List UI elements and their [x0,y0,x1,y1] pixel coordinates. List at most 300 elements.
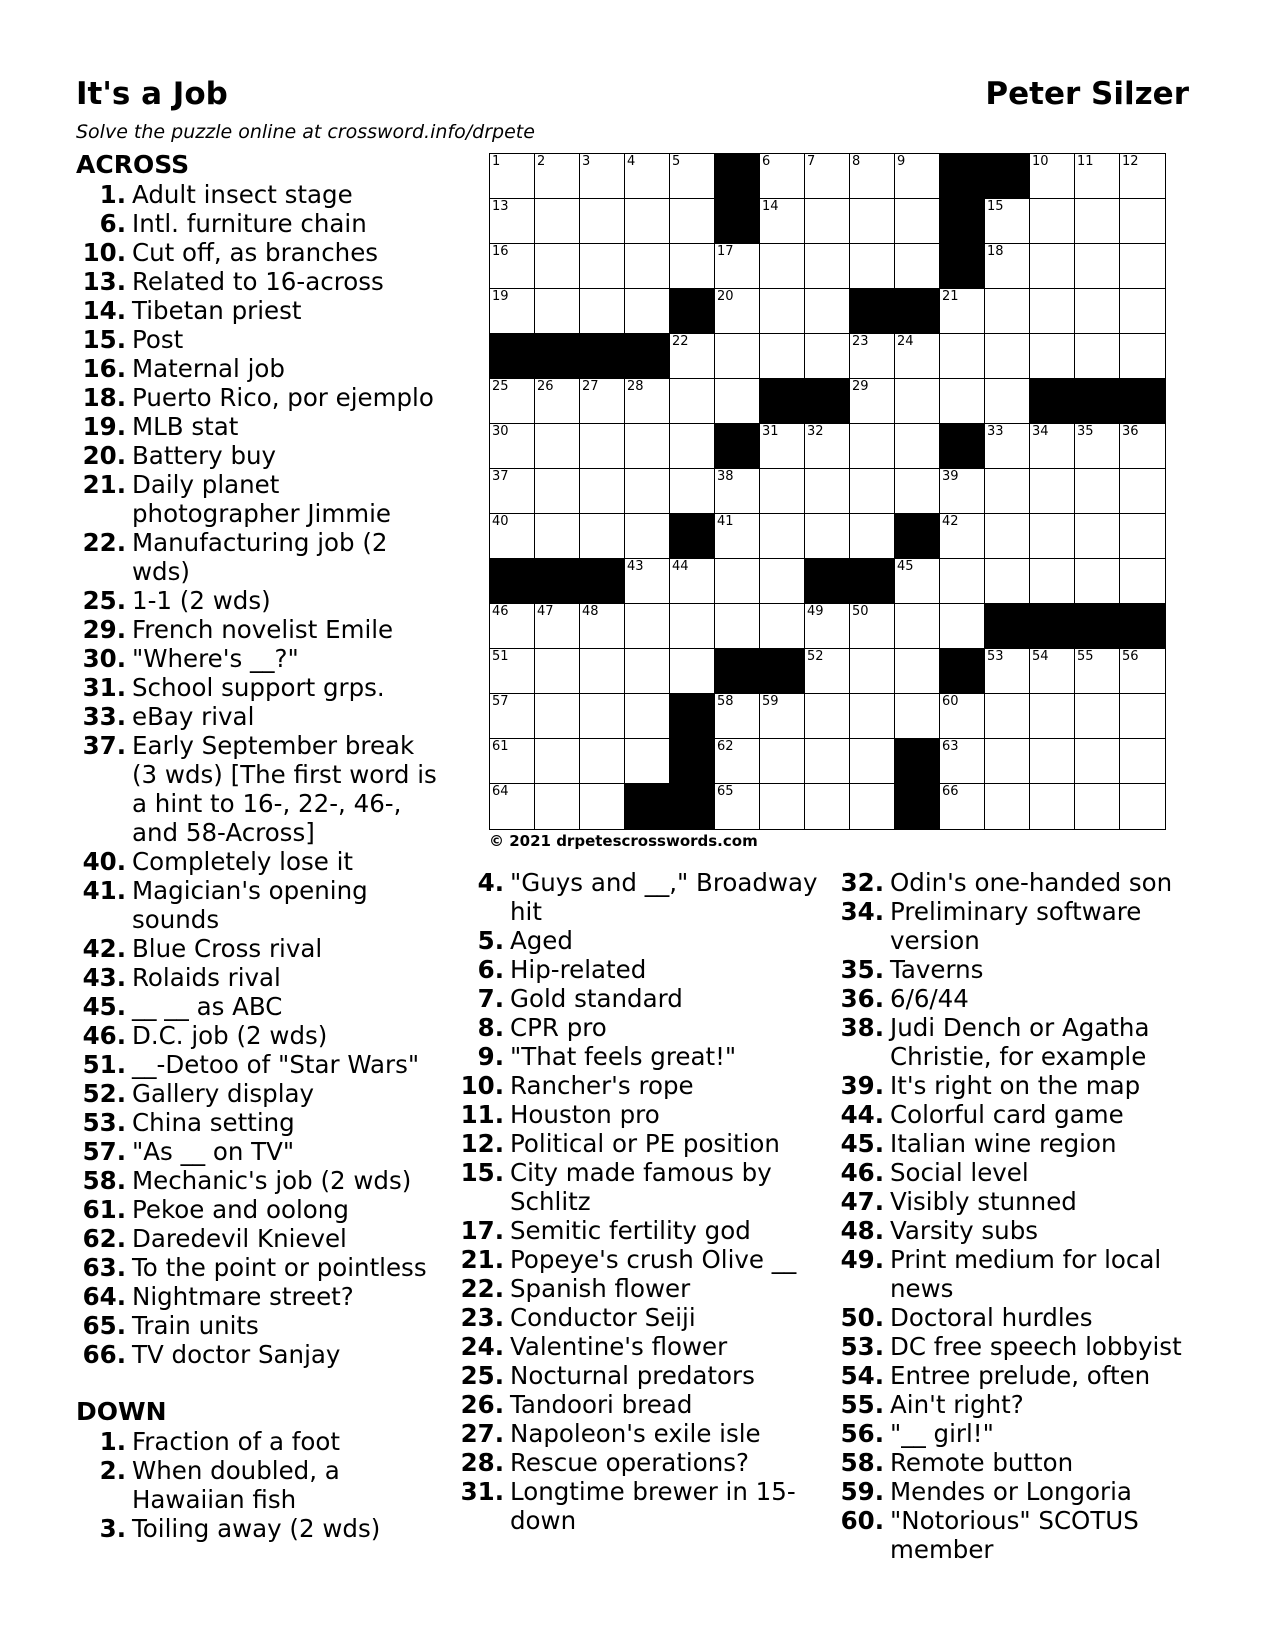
grid-cell[interactable] [625,469,670,514]
down-clue[interactable] [834,897,1194,955]
grid-cell[interactable] [670,604,715,649]
grid-cell[interactable] [580,514,625,559]
across-clue[interactable] [76,586,446,615]
grid-cell[interactable] [940,604,985,649]
grid-cell[interactable] [805,244,850,289]
grid-cell[interactable] [940,694,985,739]
grid-cell[interactable] [625,154,670,199]
cell-number: 20 [717,289,734,304]
grid-cell[interactable] [760,289,805,334]
grid-cell[interactable] [805,154,850,199]
down-clue[interactable] [834,868,1194,897]
grid-cell[interactable] [490,379,535,424]
down-clue[interactable] [834,1100,1194,1129]
grid-cell[interactable] [805,334,850,379]
grid-cell[interactable] [985,199,1030,244]
grid-cell[interactable] [535,424,580,469]
cell-number: 51 [492,649,509,664]
grid-cell[interactable] [715,379,760,424]
grid-cell[interactable] [760,334,805,379]
grid-cell[interactable] [535,649,580,694]
block-cell [895,514,940,559]
grid-cell[interactable] [1075,559,1120,604]
cell-number: 64 [492,784,509,799]
down-clue[interactable] [454,1100,826,1129]
grid-cell[interactable] [985,379,1030,424]
grid-cell[interactable] [1075,739,1120,784]
grid-cell[interactable] [985,649,1030,694]
grid-cell[interactable] [760,739,805,784]
grid-cell[interactable] [490,424,535,469]
cell-number: 24 [897,334,914,349]
grid-cell[interactable] [940,784,985,829]
grid-cell[interactable] [850,424,895,469]
grid-cell[interactable] [985,514,1030,559]
grid-cell[interactable] [715,514,760,559]
clue-number: 14. [82,296,126,325]
grid-cell[interactable] [1030,649,1075,694]
cell-number: 31 [762,424,779,439]
clue-number: 54. [840,1361,884,1390]
across-clue[interactable] [76,963,446,992]
grid-cell[interactable] [580,469,625,514]
down-clue[interactable] [834,1158,1194,1187]
grid-cell[interactable] [1075,334,1120,379]
grid-cell[interactable] [670,649,715,694]
clue-number: 7. [477,984,504,1013]
down-clue[interactable] [76,1427,446,1456]
down-clue[interactable] [454,868,826,926]
cell-number: 11 [1077,154,1094,169]
grid-cell[interactable] [895,559,940,604]
grid-cell[interactable] [940,514,985,559]
grid-cell[interactable] [985,559,1030,604]
grid-cell[interactable] [580,379,625,424]
down-clue[interactable] [454,926,826,955]
grid-cell[interactable] [1120,469,1165,514]
grid-cell[interactable] [715,334,760,379]
down-clue[interactable] [834,1419,1194,1448]
grid-cell[interactable] [490,649,535,694]
grid-cell[interactable] [985,739,1030,784]
grid-cell[interactable] [805,784,850,829]
grid-cell[interactable] [895,694,940,739]
grid-cell[interactable] [805,649,850,694]
grid-cell[interactable] [535,604,580,649]
grid-cell[interactable] [805,424,850,469]
across-clue[interactable] [76,1311,446,1340]
grid-cell[interactable] [805,604,850,649]
down-clue[interactable] [454,1071,826,1100]
grid-cell[interactable] [895,424,940,469]
grid-cell[interactable] [715,604,760,649]
grid-cell[interactable] [1030,739,1075,784]
grid-cell[interactable] [1120,739,1165,784]
down-clue[interactable] [834,1390,1194,1419]
clue-text: Social level [890,1158,1029,1187]
grid-cell[interactable] [760,424,805,469]
across-clue[interactable] [76,354,446,383]
down-clue[interactable] [834,1187,1194,1216]
grid-cell[interactable] [850,199,895,244]
grid-cell[interactable] [1030,514,1075,559]
grid-cell[interactable] [985,424,1030,469]
grid-cell[interactable] [850,739,895,784]
grid-cell[interactable] [895,154,940,199]
block-cell [490,334,535,379]
grid-cell[interactable] [985,694,1030,739]
grid-cell[interactable] [1120,784,1165,829]
grid-cell[interactable] [760,514,805,559]
grid-cell[interactable] [1075,514,1120,559]
down-clue[interactable] [454,1129,826,1158]
clue-text: __-Detoo of "Star Wars" [132,1050,420,1079]
grid-cell[interactable] [850,514,895,559]
grid-cell[interactable] [715,289,760,334]
grid-cell[interactable] [490,244,535,289]
grid-cell[interactable] [670,469,715,514]
grid-cell[interactable] [670,334,715,379]
grid-cell[interactable] [670,244,715,289]
across-clue[interactable] [76,209,446,238]
grid-cell[interactable] [625,559,670,604]
block-cell [535,559,580,604]
down-clue[interactable] [454,1419,826,1448]
down-clue[interactable] [454,1216,826,1245]
grid-cell[interactable] [625,739,670,784]
block-cell [940,199,985,244]
grid-cell[interactable] [805,469,850,514]
grid-cell[interactable] [895,379,940,424]
grid-cell[interactable] [1030,244,1075,289]
grid-cell[interactable] [1075,649,1120,694]
grid-cell[interactable] [670,379,715,424]
across-clue[interactable] [76,731,446,847]
grid-cell[interactable] [625,649,670,694]
grid-cell[interactable] [850,244,895,289]
down-clue[interactable] [834,984,1194,1013]
grid-cell[interactable] [1075,199,1120,244]
down-clue[interactable] [834,1245,1194,1303]
across-clue[interactable] [76,992,446,1021]
grid-cell[interactable] [1120,289,1165,334]
across-clue[interactable] [76,673,446,702]
grid-cell[interactable] [760,694,805,739]
grid-cell[interactable] [805,514,850,559]
grid-cell[interactable] [715,469,760,514]
down-clue[interactable] [454,1448,826,1477]
across-clue[interactable] [76,1050,446,1079]
down-clue[interactable] [454,1477,826,1535]
grid-cell[interactable] [850,334,895,379]
grid-cell[interactable] [580,289,625,334]
down-clue[interactable] [834,1506,1194,1564]
grid-cell[interactable] [580,154,625,199]
grid-cell[interactable] [1030,154,1075,199]
across-clue[interactable] [76,934,446,963]
grid-cell[interactable] [535,154,580,199]
down-clue[interactable] [834,1129,1194,1158]
down-clue[interactable] [834,1477,1194,1506]
grid-cell[interactable] [1075,694,1120,739]
down-clue[interactable] [454,1042,826,1071]
across-clue[interactable] [76,1195,446,1224]
grid-cell[interactable] [895,334,940,379]
across-clue[interactable] [76,470,446,528]
grid-cell[interactable] [1120,514,1165,559]
grid-cell[interactable] [715,784,760,829]
crossword-grid[interactable] [489,153,1166,830]
down-clue[interactable] [834,1448,1194,1477]
grid-cell[interactable] [985,244,1030,289]
grid-cell[interactable] [940,559,985,604]
down-clue[interactable] [454,1158,826,1216]
down-clue[interactable] [454,1332,826,1361]
cell-number: 54 [1032,649,1049,664]
grid-cell[interactable] [895,199,940,244]
grid-cell[interactable] [580,244,625,289]
clue-text: Daredevil Knievel [132,1224,347,1253]
grid-cell[interactable] [580,694,625,739]
grid-cell[interactable] [670,154,715,199]
across-clue[interactable] [76,238,446,267]
across-clue[interactable] [76,1137,446,1166]
grid-cell[interactable] [490,739,535,784]
across-clue[interactable] [76,1340,446,1369]
grid-cell[interactable] [625,379,670,424]
grid-cell[interactable] [760,784,805,829]
across-clue[interactable] [76,383,446,412]
grid-cell[interactable] [535,199,580,244]
grid-cell[interactable] [895,244,940,289]
grid-cell[interactable] [625,694,670,739]
cell-number: 38 [717,469,734,484]
grid-cell[interactable] [580,604,625,649]
clue-text: Post [132,325,184,354]
grid-cell[interactable] [490,199,535,244]
grid-cell[interactable] [490,154,535,199]
grid-cell[interactable] [985,784,1030,829]
grid-cell[interactable] [850,154,895,199]
grid-cell[interactable] [490,514,535,559]
down-clue[interactable] [76,1514,446,1543]
grid-cell[interactable] [535,739,580,784]
grid-cell[interactable] [670,199,715,244]
grid-cell[interactable] [580,739,625,784]
grid-cell[interactable] [1030,424,1075,469]
across-clue[interactable] [76,267,446,296]
grid-cell[interactable] [1030,469,1075,514]
grid-cell[interactable] [1120,559,1165,604]
grid-cell[interactable] [1075,244,1120,289]
down-clue[interactable] [76,1456,446,1514]
grid-cell[interactable] [1120,424,1165,469]
clue-text: Rescue operations? [510,1448,750,1477]
grid-cell[interactable] [535,469,580,514]
grid-cell[interactable] [1120,334,1165,379]
grid-cell[interactable] [1030,784,1075,829]
across-clue[interactable] [76,528,446,586]
grid-cell[interactable] [940,469,985,514]
grid-cell[interactable] [535,289,580,334]
grid-cell[interactable] [850,469,895,514]
grid-cell[interactable] [1030,334,1075,379]
grid-cell[interactable] [715,694,760,739]
clue-number: 50. [840,1303,884,1332]
cell-number: 33 [987,424,1004,439]
grid-cell[interactable] [850,379,895,424]
grid-cell[interactable] [805,739,850,784]
grid-cell[interactable] [490,784,535,829]
clue-text: Remote button [890,1448,1074,1477]
down-clue[interactable] [834,955,1194,984]
grid-cell[interactable] [1075,154,1120,199]
across-clue[interactable] [76,1253,446,1282]
grid-cell[interactable] [760,199,805,244]
grid-cell[interactable] [760,244,805,289]
grid-cell[interactable] [535,244,580,289]
across-clue[interactable] [76,1224,446,1253]
down-clue[interactable] [454,1274,826,1303]
grid-cell[interactable] [895,469,940,514]
grid-cell[interactable] [805,199,850,244]
grid-cell[interactable] [715,739,760,784]
grid-cell[interactable] [940,739,985,784]
down-clue[interactable] [454,1361,826,1390]
grid-cell[interactable] [1030,559,1075,604]
clue-number: 20. [82,441,126,470]
grid-cell[interactable] [940,289,985,334]
across-clue[interactable] [76,296,446,325]
across-clue[interactable] [76,441,446,470]
grid-cell[interactable] [805,694,850,739]
grid-cell[interactable] [625,199,670,244]
across-clue[interactable] [76,702,446,731]
grid-cell[interactable] [1075,784,1120,829]
across-clue[interactable] [76,615,446,644]
grid-cell[interactable] [625,514,670,559]
block-cell [535,334,580,379]
grid-cell[interactable] [940,334,985,379]
grid-cell[interactable] [1075,289,1120,334]
grid-cell[interactable] [1075,424,1120,469]
grid-cell[interactable] [535,514,580,559]
grid-cell[interactable] [850,604,895,649]
grid-cell[interactable] [850,784,895,829]
grid-cell[interactable] [625,424,670,469]
grid-cell[interactable] [760,469,805,514]
across-clue[interactable] [76,180,446,209]
grid-cell[interactable] [490,469,535,514]
grid-cell[interactable] [985,289,1030,334]
cell-number: 19 [492,289,509,304]
clue-number: 58. [840,1448,884,1477]
clue-text: "Guys and __," Broadway hit [510,868,818,926]
down-clue[interactable] [834,1361,1194,1390]
grid-cell[interactable] [580,199,625,244]
down-clue[interactable] [834,1332,1194,1361]
down-clue[interactable] [834,1071,1194,1100]
across-clue[interactable] [76,1079,446,1108]
grid-cell[interactable] [1120,244,1165,289]
grid-cell[interactable] [670,559,715,604]
across-clue[interactable] [76,1282,446,1311]
grid-cell[interactable] [625,604,670,649]
grid-cell[interactable] [760,604,805,649]
clue-text: Battery buy [132,441,277,470]
grid-cell[interactable] [1030,694,1075,739]
grid-cell[interactable] [535,694,580,739]
clue-text: Valentine's flower [510,1332,728,1361]
grid-cell[interactable] [1030,199,1075,244]
grid-cell[interactable] [760,559,805,604]
down-clue[interactable] [834,1303,1194,1332]
grid-cell[interactable] [715,244,760,289]
down-clue[interactable] [834,1013,1194,1071]
grid-cell[interactable] [535,784,580,829]
across-clue[interactable] [76,1108,446,1137]
grid-cell[interactable] [490,694,535,739]
grid-cell[interactable] [1120,649,1165,694]
grid-cell[interactable] [895,649,940,694]
grid-cell[interactable] [490,289,535,334]
across-clue[interactable] [76,325,446,354]
grid-cell[interactable] [580,424,625,469]
grid-cell[interactable] [1120,199,1165,244]
grid-cell[interactable] [715,559,760,604]
clue-text: Napoleon's exile isle [510,1419,761,1448]
down-clue[interactable] [454,984,826,1013]
down-clue[interactable] [454,955,826,984]
grid-cell[interactable] [625,289,670,334]
down-clue[interactable] [834,1216,1194,1245]
grid-cell[interactable] [985,469,1030,514]
grid-cell[interactable] [1120,154,1165,199]
grid-cell[interactable] [1030,289,1075,334]
grid-cell[interactable] [490,604,535,649]
down-clue[interactable] [454,1303,826,1332]
down-clue[interactable] [454,1390,826,1419]
grid-cell[interactable] [580,649,625,694]
puzzle-title: It's a Job [76,76,228,112]
grid-cell[interactable] [1120,694,1165,739]
clue-number: 27. [460,1419,504,1448]
grid-cell[interactable] [1075,469,1120,514]
grid-cell[interactable] [895,604,940,649]
clue-text: Magician's opening sounds [132,876,368,934]
across-clue[interactable] [76,412,446,441]
grid-cell[interactable] [625,244,670,289]
across-clue[interactable] [76,644,446,673]
across-clue[interactable] [76,1166,446,1195]
grid-cell[interactable] [850,649,895,694]
down-clue[interactable] [454,1245,826,1274]
clue-text: Colorful card game [890,1100,1124,1129]
grid-cell[interactable] [535,379,580,424]
down-clue[interactable] [454,1013,826,1042]
across-clue[interactable] [76,1021,446,1050]
grid-cell[interactable] [805,289,850,334]
grid-cell[interactable] [580,784,625,829]
grid-cell[interactable] [850,694,895,739]
grid-cell[interactable] [985,334,1030,379]
grid-cell[interactable] [670,424,715,469]
across-clue[interactable] [76,876,446,934]
puzzle-author: Peter Silzer [985,76,1189,112]
grid-cell[interactable] [760,154,805,199]
across-clue[interactable] [76,847,446,876]
grid-cell[interactable] [940,379,985,424]
